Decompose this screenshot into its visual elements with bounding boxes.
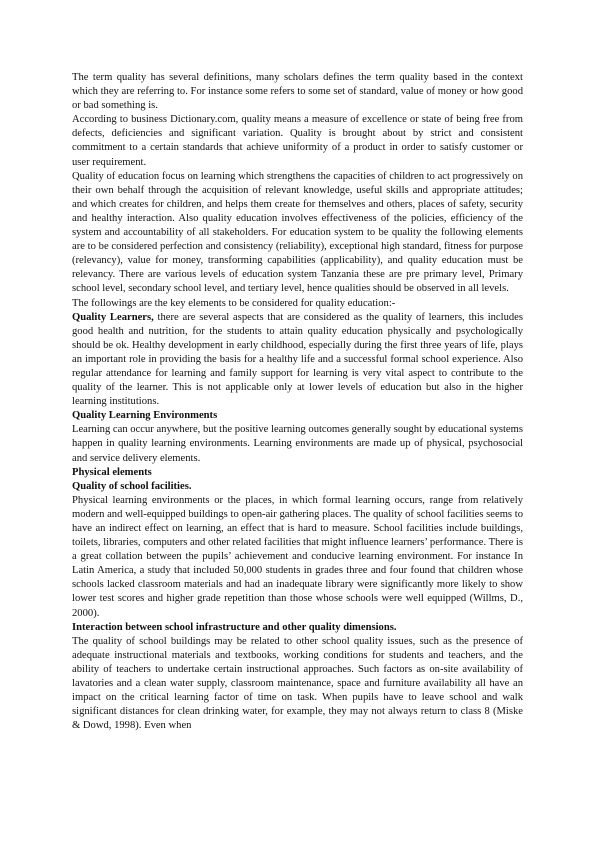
- heading-physical-elements: Physical elements: [72, 466, 152, 478]
- paragraph-quality-learners: [72, 311, 523, 410]
- paragraph-key-elements-intro: The followings are the key elements to be considered for quality education:-: [72, 297, 396, 309]
- paragraph-business-dictionary: According to business Dictionary.com, quality means a measure of excellence or state of being free from defects, deficiencies and significant variation. Quality is brought about by strict and consistent commitment to a certain standards that achieve uniformity of a product in order to satisfy customer or user requirement.: [72, 114, 523, 168]
- quality-learners-lead: Quality Learners,: [72, 311, 154, 323]
- paragraph-school-buildings-quality: The quality of school buildings may be related to other school quality issues, such as the presence of adequate instructional materials and textbooks, working conditions for students and teachers, and the ability of teachers to undertake certain instructional approaches. Such factors as on-site availability of lavatories and a clean water supply, classroom maintenance, space and furniture availability all have an impact on the critical learning factor of time on task. When pupils have to leave school and walk significant distances for clean drinking water, for example, they may not always return to class 8 (Miske & Dowd, 1998). Even when: [72, 635, 523, 732]
- quality-learners-text: there are several aspects that are considered as the quality of learners, this includes good health and nutrition, for the students to attain quality education physically and psychologically should be ok. Healthy development in early childhood, especially during the first three years of life, plays an important role in providing the basis for a healthy life and a successful formal school experience. Also regular attendance for learning and family support for learning is very vital aspect to contribute to the quality of the learner. This is not applicable only at lower levels of education but also in the higher learning institutions.: [72, 311, 523, 408]
- paragraph-quality-of-education: Quality of education focus on learning which strengthens the capacities of children to act progressively on their own behalf through the acquisition of relevant knowledge, useful skills and appropriate attitudes; and which creates for children, and helps them create for themselves and others, places of safety, security and healthy interaction. Also quality education involves effectiveness of the policies, efficiency of the system and accountability of all stakeholders. For education system to be quality the following elements are to be considered perfection and consistency (reliability), exceptional high standard, fitness for purpose (relevancy), value for money, transforming capabilities (applicability), and quality education must be relevancy. There are various levels of education system Tanzania these are pre primary level, Primary school level, secondary school level, and tertiary level, hence qualities should be observed in all levels.: [72, 170, 523, 295]
- paragraph-quality-definitions: The term quality has several definitions, many scholars defines the term quality based in the context which they are referring to. For instance some refers to some set of standard, value of money or how good or bad something is.: [72, 72, 523, 112]
- heading-quality-of-school-facilities: Quality of school facilities.: [72, 480, 192, 492]
- heading-quality-learning-environments: Quality Learning Environments: [72, 410, 218, 422]
- paragraph-learning-environments: Learning can occur anywhere, but the positive learning outcomes generally sought by educational systems happen in quality learning environments. Learning environments are made up of physical, psychosocial and service delivery elements.: [72, 424, 523, 464]
- heading-school-infrastructure-interaction: Interaction between school infrastructure and other quality dimensions.: [72, 621, 397, 633]
- document-page: [72, 71, 523, 733]
- paragraph-school-facilities: Physical learning environments or the places, in which formal learning occurs, range from relatively modern and well-equipped buildings to open-air gathering places. The quality of school facilities seems to have an indirect effect on learning, an effect that is hard to measure. School facilities include buildings, toilets, libraries, computers and other related facilities that might influence learners’ performance. There is a great collation between the pupils’ achievement and conducive learning environment. For instance In Latin America, a study that included 50,000 students in grades three and four found that children whose schools lacked classroom materials and had an inadequate library were significantly more likely to show lower test scores and higher grade repetition than those whose schools were well equipped (Willms, D., 2000).: [72, 494, 523, 619]
